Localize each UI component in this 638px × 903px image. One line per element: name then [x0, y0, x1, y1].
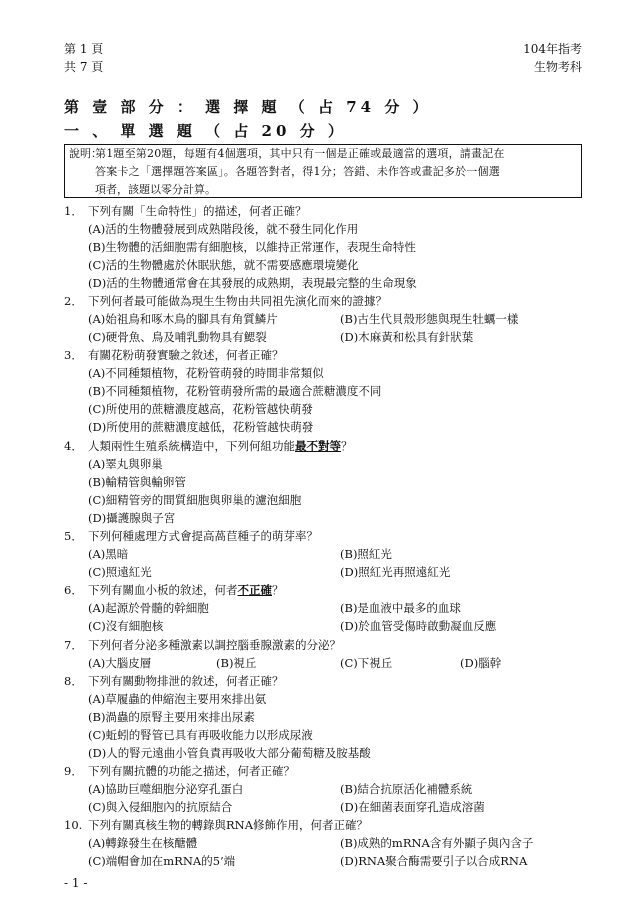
option: (A)睪丸與卵巢: [88, 457, 163, 471]
option: (A)活的生物體發展到成熟階段後，就不發生同化作用: [88, 222, 359, 236]
option: (B)生物體的活細胞需有細胞核，以維持正常運作，表現生命特性: [88, 240, 416, 254]
option: (C)沒有細胞核: [88, 619, 164, 633]
option: (A)始祖鳥和啄木鳥的腳具有角質鱗片: [88, 312, 278, 326]
emphasis-text: 最不對等: [295, 439, 341, 453]
emphasis-text: 不正確: [237, 583, 272, 597]
option: (C)與入侵細胞內的抗原結合: [88, 800, 233, 814]
question-number: 6．: [64, 583, 83, 597]
option: (D)所使用的蔗糖濃度越低，花粉管越快萌發: [88, 420, 314, 434]
option: (D)活的生物體通常會在其發展的成熟期，表現最完整的生命現象: [88, 276, 417, 290]
option: (D)攝護腺與子宮: [88, 511, 176, 525]
page-footer: - 1 -: [64, 876, 88, 890]
instructions-line: 答案卡之「選擇題答案區」。各題答對者，得1分；答錯、未作答或畫記多於一個選: [95, 165, 500, 178]
stem-text: ？: [272, 583, 284, 597]
option: (C)蚯蚓的腎管已具有再吸收能力以形成尿液: [88, 728, 313, 742]
question-number: 1．: [64, 204, 83, 218]
option: (C)所使用的蔗糖濃度越高，花粉管越快萌發: [88, 402, 313, 416]
option: (C)硬骨魚、鳥及哺乳動物具有鰓裂: [88, 330, 267, 344]
question-stem: 下列何者分泌多種激素以調控腦垂腺激素的分泌？: [88, 638, 341, 652]
instructions-box: [64, 144, 582, 198]
option: (D)於血管受傷時啟動凝血反應: [340, 619, 497, 633]
exam-name: 104年指考: [523, 42, 582, 56]
option: (B)成熟的mRNA含有外顯子與內含子: [340, 836, 534, 850]
question-number: 4．: [64, 439, 83, 453]
option: (A)協助巨噬細胞分泌穿孔蛋白: [88, 782, 244, 796]
stem-text: 人類兩性生殖系統構造中，下列何組功能: [88, 439, 295, 453]
question-stem: [88, 437, 353, 455]
option: (A)黑暗: [88, 547, 129, 561]
instructions-label: 說明：: [69, 147, 102, 160]
question-stem: 下列有關動物排泄的敘述，何者正確？: [88, 674, 284, 688]
question-stem: 下列有關抗體的功能之描述，何者正確？: [88, 764, 295, 778]
option: (D)腦幹: [460, 656, 502, 670]
stem-text: 下列有關血小板的敘述，何者: [88, 583, 238, 597]
option: (D)照紅光再照遠紅光: [340, 565, 451, 579]
page-total: 共 7 頁: [64, 60, 104, 74]
option: (B)結合抗原活化補體系統: [340, 782, 473, 796]
option: (D)RNA聚合酶需要引子以合成RNA: [340, 854, 528, 868]
option: (C)下視丘: [340, 656, 393, 670]
option: (D)在細菌表面穿孔造成溶菌: [340, 800, 485, 814]
question-number: 8．: [64, 674, 83, 688]
question-number: 10.: [64, 818, 83, 832]
option: (B)輸精管與輸卵管: [88, 475, 186, 489]
option: (C)活的生物體處於休眠狀態，就不需要感應環境變化: [88, 258, 359, 272]
section-title: 一 、 單 選 題 （ 占 20 分 ）: [64, 122, 347, 140]
option: (B)照紅光: [340, 547, 392, 561]
question-number: 2．: [64, 294, 83, 308]
question-stem: 下列何者最可能做為現生生物由共同祖先演化而來的證據？: [88, 294, 387, 308]
option: (B)視丘: [216, 656, 257, 670]
option: (B)渦蟲的原腎主要用來排出尿素: [88, 710, 255, 724]
instructions-line: 第1題至第20題，每題有4個選項，其中只有一個是正確或最適當的選項，請畫記在: [95, 147, 505, 160]
question-number: 7．: [64, 638, 83, 652]
question-stem: 下列有關「生命特性」的描述，何者正確？: [88, 204, 307, 218]
option: (A)草履蟲的伸縮泡主要用來排出氨: [88, 692, 267, 706]
instructions-line: 項者，該題以零分計算。: [95, 183, 216, 196]
option: (A)起源於骨髓的幹細胞: [88, 601, 209, 615]
option: (B)古生代貝殼形態與現生牡蠣一樣: [340, 312, 519, 326]
subject-name: 生物考科: [533, 60, 582, 74]
option: (A)大腦皮層: [88, 656, 152, 670]
question-number: 5．: [64, 529, 83, 543]
option: (D)人的腎元遠曲小管負責再吸收大部分葡萄糖及胺基酸: [88, 746, 371, 760]
option: (D)木麻黃和松具有針狀葉: [340, 330, 474, 344]
page-number: 第 1 頁: [64, 42, 104, 56]
option: (A)轉錄發生在核醣體: [88, 836, 198, 850]
question-stem: 下列何種處理方式會提高萵苣種子的萌芽率？: [88, 529, 318, 543]
option: (C)細精管旁的間質細胞與卵巢的濾泡細胞: [88, 493, 302, 507]
option: (A)不同種類植物，花粉管萌發的時間非常類似: [88, 366, 324, 380]
option: (B)不同種類植物，花粉管萌發所需的最適合蔗糖濃度不同: [88, 384, 382, 398]
question-stem: [88, 581, 284, 599]
option: (C)照遠紅光: [88, 565, 152, 579]
part-title: 第 壹 部 分 ： 選 擇 題 （ 占 74 分 ）: [64, 98, 432, 116]
option: (C)端帽會加在mRNA的5’端: [88, 854, 236, 868]
question-stem: 下列有關真核生物的轉錄與RNA修飾作用，何者正確？: [88, 818, 369, 832]
stem-text: ？: [341, 439, 353, 453]
question-number: 9．: [64, 764, 83, 778]
question-number: 3．: [64, 348, 83, 362]
option: (B)是血液中最多的血球: [340, 601, 461, 615]
question-stem: 有關花粉萌發實驗之敘述，何者正確？: [88, 348, 284, 362]
